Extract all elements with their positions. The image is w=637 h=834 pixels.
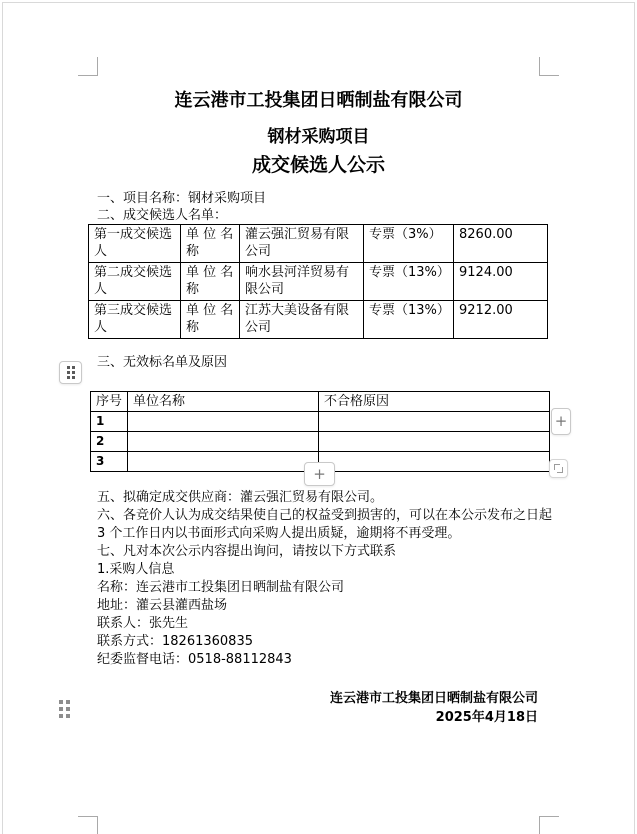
candidate-label-cell[interactable]: 单 位 名 称 xyxy=(181,263,240,301)
paragraph-objection-1: 六、各竞价人认为成交结果使自己的权益受到损害的，可以在本公示发布之日起 xyxy=(97,508,553,523)
add-row-plus-icon: + xyxy=(313,464,326,483)
invalid-bids-table xyxy=(90,391,550,472)
paragraph-awarded-supplier: 五、拟确定成交供应商：灌云强汇贸易有限公司。 xyxy=(97,490,384,505)
margin-mark-top-left-icon xyxy=(78,57,98,76)
margin-mark-top-right-icon xyxy=(539,57,559,76)
buyer-contact-person: 联系人：张先生 xyxy=(97,616,189,631)
header-company[interactable]: 单位名称 xyxy=(128,392,319,412)
candidate-rank-cell[interactable]: 第二成交候选人 xyxy=(89,263,181,301)
candidate-rank-cell[interactable]: 第一成交候选人 xyxy=(89,225,181,263)
margin-mark-bottom-right-icon xyxy=(539,816,559,834)
candidate-price-cell[interactable]: 9124.00 xyxy=(454,263,548,301)
candidate-label-cell[interactable]: 单 位 名 称 xyxy=(181,301,240,339)
candidate-invoice-cell[interactable]: 专票（3%） xyxy=(364,225,454,263)
paragraph-drag-handle[interactable] xyxy=(59,700,70,718)
reason-cell[interactable] xyxy=(319,432,550,452)
doc-title-project: 钢材采购项目 xyxy=(267,127,370,147)
paragraph-candidates-list: 二、成交候选人名单： xyxy=(97,208,228,223)
seq-cell[interactable]: 1 xyxy=(91,412,128,432)
seq-cell[interactable]: 2 xyxy=(91,432,128,452)
doc-title-announcement: 成交候选人公示 xyxy=(251,154,385,176)
signature-date: 2025年4月18日 xyxy=(435,710,538,725)
paragraph-drag-handle-icon xyxy=(59,700,70,718)
buyer-phone: 联系方式：18261360835 xyxy=(97,634,253,649)
seq-cell[interactable]: 3 xyxy=(91,452,128,472)
header-seq[interactable]: 序号 xyxy=(91,392,128,412)
table-row xyxy=(89,225,548,263)
candidate-company-cell[interactable]: 江苏大美设备有限公司 xyxy=(240,301,364,339)
reason-cell[interactable] xyxy=(319,452,550,472)
candidate-invoice-cell[interactable]: 专票（13%） xyxy=(364,301,454,339)
table-resize-icon xyxy=(550,460,567,477)
table-move-handle-icon xyxy=(67,366,75,379)
reason-cell[interactable] xyxy=(319,412,550,432)
paragraph-objection-2: 3 个工作日内以书面形式向采购人提出质疑，逾期将不再受理。 xyxy=(97,526,461,541)
table-move-handle-button[interactable] xyxy=(59,361,82,384)
paragraph-invalid-bids-heading: 三、无效标名单及原因 xyxy=(97,355,228,370)
candidate-rank-cell[interactable]: 第三成交候选人 xyxy=(89,301,181,339)
supervise-phone: 纪委监督电话：0518-88112843 xyxy=(97,652,292,667)
candidate-price-cell[interactable]: 9212.00 xyxy=(454,301,548,339)
paragraph-contact-heading: 七、凡对本次公示内容提出询问，请按以下方式联系 xyxy=(97,544,397,559)
table-row xyxy=(91,432,550,452)
candidate-company-cell[interactable]: 灌云强汇贸易有限公司 xyxy=(240,225,364,263)
margin-mark-bottom-left-icon xyxy=(78,816,98,834)
table-row xyxy=(91,412,550,432)
table-resize-button[interactable] xyxy=(549,459,568,478)
table-row xyxy=(89,301,548,339)
buyer-info-heading: 1.采购人信息 xyxy=(97,562,175,577)
add-column-plus-icon: + xyxy=(554,412,568,430)
candidate-price-cell[interactable]: 8260.00 xyxy=(454,225,548,263)
table-row xyxy=(89,263,548,301)
add-column-button[interactable] xyxy=(551,408,571,435)
header-reason[interactable]: 不合格原因 xyxy=(319,392,550,412)
signature-block xyxy=(330,689,538,727)
candidate-company-cell[interactable]: 响水县河洋贸易有限公司 xyxy=(240,263,364,301)
buyer-name: 名称：连云港市工投集团日晒制盐有限公司 xyxy=(97,580,345,595)
add-row-button[interactable] xyxy=(304,462,335,486)
candidate-invoice-cell[interactable]: 专票（13%） xyxy=(364,263,454,301)
paragraph-project-name: 一、项目名称：钢材采购项目 xyxy=(97,191,267,206)
table-header-row xyxy=(91,392,550,412)
signature-company: 连云港市工投集团日晒制盐有限公司 xyxy=(329,691,538,706)
candidates-table xyxy=(88,224,548,339)
buyer-address: 地址：灌云县灌西盐场 xyxy=(97,598,228,613)
company-cell[interactable] xyxy=(128,452,319,472)
candidate-label-cell[interactable]: 单 位 名 称 xyxy=(181,225,240,263)
company-cell[interactable] xyxy=(128,432,319,452)
doc-title-company: 连云港市工投集团日晒制盐有限公司 xyxy=(174,90,463,111)
company-cell[interactable] xyxy=(128,412,319,432)
